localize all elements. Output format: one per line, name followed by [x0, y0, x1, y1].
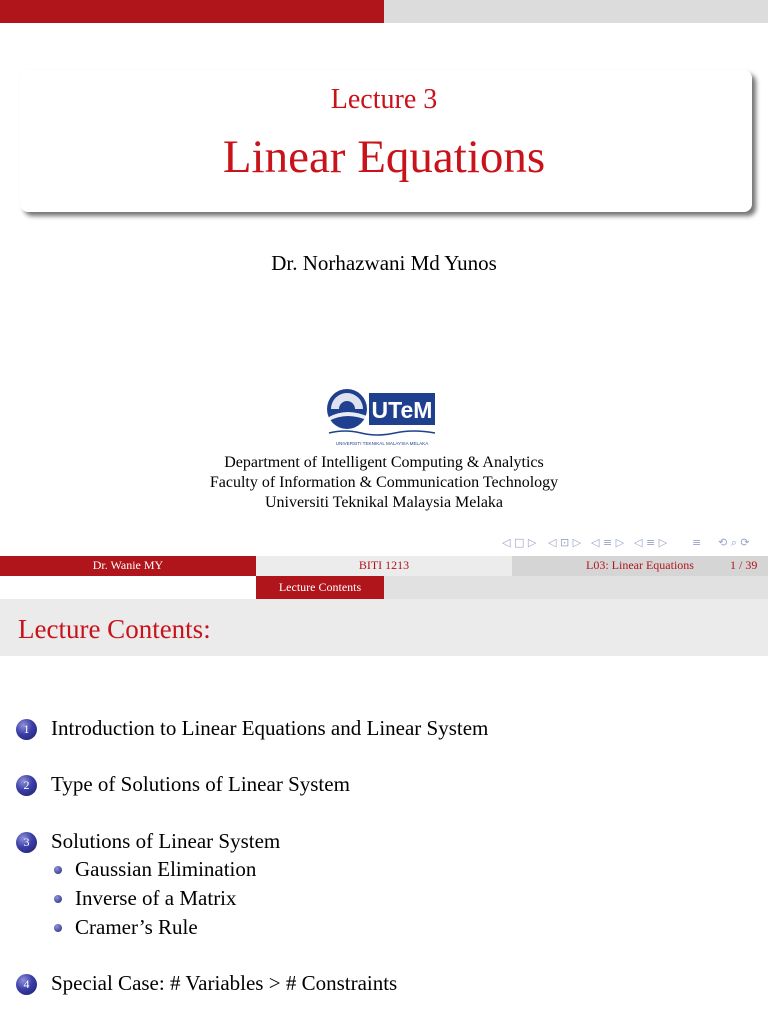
slide-footer	[0, 556, 768, 576]
affiliation-department: Department of Intelligent Computing & Analytics	[224, 454, 544, 471]
footer-lecture-title: L03: Linear Equations	[586, 558, 694, 572]
bullet-icon	[54, 924, 62, 932]
footer-author: Dr. Wanie MY	[0, 556, 256, 576]
list-item-text: Introduction to Linear Equations and Linear System	[51, 716, 489, 740]
logo-subtext: UNIVERSITI TEKNIKAL MALAYSIA MELAKA	[335, 441, 429, 446]
university-logo	[325, 387, 441, 449]
author-name: Dr. Norhazwani Md Yunos	[271, 251, 497, 275]
lecture-number: Lecture 3	[330, 84, 438, 115]
nav-section-icon[interactable]: ◁ ≡ ▷	[591, 536, 625, 549]
nav-document-icon[interactable]: ◁ ≡ ▷	[634, 536, 668, 549]
frame-title: Lecture Contents:	[18, 614, 211, 644]
nav-subsection-icon[interactable]: ◁ ⊡ ▷	[548, 536, 582, 549]
title-slide-top-bar	[0, 0, 768, 23]
list-item-text: Solutions of Linear System	[51, 829, 281, 853]
item-number-ball: 1	[16, 719, 37, 740]
footer-course-code: BITI 1213	[256, 556, 512, 576]
item-number-ball: 2	[16, 775, 37, 796]
sub-item-text: Gaussian Elimination	[75, 857, 257, 881]
item-number-ball: 3	[16, 832, 37, 853]
footer-right	[512, 556, 768, 576]
sub-item-text: Inverse of a Matrix	[75, 886, 237, 910]
section-bar-grey	[384, 576, 768, 599]
list-item-text: Special Case: # Variables > # Constraints	[51, 971, 398, 995]
slide-title: Linear Equations	[222, 131, 546, 183]
affiliation-university: Universiti Teknikal Malaysia Melaka	[264, 494, 504, 511]
section-label[interactable]: Lecture Contents	[256, 576, 384, 599]
top-bar-grey-segment	[384, 0, 768, 23]
sub-item-text: Cramer’s Rule	[75, 915, 198, 939]
top-bar-red-segment	[0, 0, 384, 23]
list-item-text: Type of Solutions of Linear System	[51, 772, 350, 796]
bullet-icon	[54, 895, 62, 903]
nav-toc-icon[interactable]: ≡	[692, 536, 702, 549]
logo-wordmark: UTeM	[371, 397, 433, 423]
nav-frame-icon[interactable]: ◁ □ ▷	[502, 536, 537, 549]
bullet-icon	[54, 866, 62, 874]
nav-search-icon[interactable]: ⟲ ⌕ ⟳	[718, 536, 750, 549]
footer-page-number: 1 / 39	[730, 558, 758, 572]
item-number-ball: 4	[16, 974, 37, 995]
affiliation-faculty: Faculty of Information & Communication Technology	[209, 474, 559, 491]
section-nav-bar	[0, 576, 768, 599]
